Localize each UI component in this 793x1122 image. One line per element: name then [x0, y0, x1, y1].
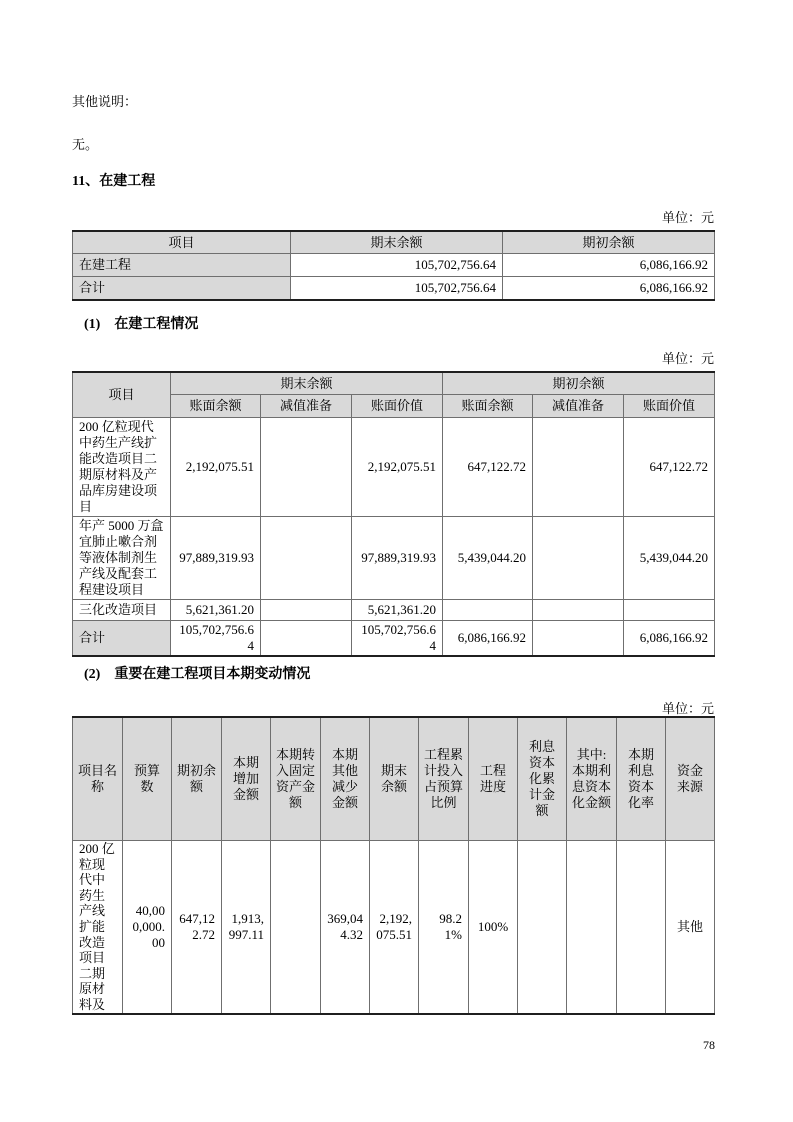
cell-value: 5,621,361.20 [171, 600, 261, 621]
cell-value: 6,086,166.92 [443, 621, 533, 657]
section-11-title: 11、在建工程 [72, 174, 156, 189]
col-header-item: 项目 [73, 372, 171, 418]
cell-beginning-balance: 647,122.72 [172, 841, 222, 1014]
table-header-row-groups [73, 372, 715, 395]
cell-value: 647,122.72 [624, 418, 715, 517]
cell-other-decrease: 369,044.32 [321, 841, 370, 1014]
table-row-project-3 [73, 600, 715, 621]
row-label: 合计 [73, 621, 171, 657]
cell-increase: 1,913,997.11 [222, 841, 271, 1014]
cell-value: 2,192,075.51 [171, 418, 261, 517]
cell-value: 5,439,044.20 [624, 517, 715, 600]
row-label: 合计 [73, 277, 291, 301]
unit-label-3: 单位：元 [661, 701, 714, 716]
table-row-total [73, 621, 715, 657]
section-2-title: (2) 重要在建工程项目本期变动情况 [84, 667, 311, 682]
sub-header-book-value: 账面价值 [352, 395, 443, 418]
cell-value [533, 621, 624, 657]
col-header-increase: 本期增加金额 [222, 717, 271, 841]
cell-value: 105,702,756.64 [352, 621, 443, 657]
sub-header-impairment: 减值准备 [533, 395, 624, 418]
cell-value [624, 600, 715, 621]
row-label: 200 亿粒现代中药生产线扩能改造项目二期原材料及产品库房建设项目 [73, 418, 171, 517]
sub-header-book-balance: 账面余额 [171, 395, 261, 418]
cell-value: 5,621,361.20 [352, 600, 443, 621]
cip-summary-table [72, 230, 715, 301]
cell-value: 5,439,044.20 [443, 517, 533, 600]
table-row [73, 254, 715, 277]
cell-value: 105,702,756.64 [171, 621, 261, 657]
cell-value: 97,889,319.93 [171, 517, 261, 600]
group-header-ending: 期末余额 [171, 372, 443, 395]
cell-progress: 100% [469, 841, 518, 1014]
table-row-total [73, 277, 715, 301]
group-header-beginning: 期初余额 [443, 372, 715, 395]
cell-value: 647,122.72 [443, 418, 533, 517]
table-row-project [73, 841, 715, 1014]
sub-header-impairment: 减值准备 [261, 395, 352, 418]
cell-value [533, 418, 624, 517]
col-header-beginning-balance: 期初余额 [172, 717, 222, 841]
cell-value: 105,702,756.64 [291, 277, 503, 301]
cell-project-name: 200 亿粒现代中药生产线扩能改造项目二期原材料及 [73, 841, 123, 1014]
cell-value [443, 600, 533, 621]
cell-value [261, 517, 352, 600]
sub-header-book-value: 账面价值 [624, 395, 715, 418]
col-header-funding-source: 资金来源 [666, 717, 715, 841]
table-row-project-2 [73, 517, 715, 600]
col-header-investment-to-budget-ratio: 工程累计投入占预算比例 [419, 717, 469, 841]
col-header-capitalized-interest-accumulated: 利息资本化累计金额 [518, 717, 567, 841]
cell-value: 2,192,075.51 [352, 418, 443, 517]
col-header-other-decrease: 本期其他减少金额 [321, 717, 370, 841]
cell-value: 105,702,756.64 [291, 254, 503, 277]
cell-budget: 40,000,000.00 [123, 841, 172, 1014]
col-header-progress: 工程进度 [469, 717, 518, 841]
row-label: 年产 5000 万盒宜肺止嗽合剂等液体制剂生产线及配套工程建设项目 [73, 517, 171, 600]
col-header-capitalized-interest-current: 其中:本期利息资本化金额 [567, 717, 617, 841]
col-header-ending-balance: 期末余额 [291, 231, 503, 254]
cell-capitalized-interest-current [567, 841, 617, 1014]
cell-capitalized-interest-accumulated [518, 841, 567, 1014]
col-header-project-name: 项目名称 [73, 717, 123, 841]
cell-value [261, 600, 352, 621]
cell-capitalization-rate [617, 841, 666, 1014]
cell-investment-to-budget-ratio: 98.21% [419, 841, 469, 1014]
cell-funding-source: 其他 [666, 841, 715, 1014]
cell-value: 6,086,166.92 [503, 277, 715, 301]
other-notes-value: 无。 [72, 137, 99, 152]
table-header-row [73, 717, 715, 841]
col-header-beginning-balance: 期初余额 [503, 231, 715, 254]
other-notes-label: 其他说明： [72, 94, 138, 109]
col-header-budget: 预算数 [123, 717, 172, 841]
sub-header-book-balance: 账面余额 [443, 395, 533, 418]
table-header-row [73, 231, 715, 254]
col-header-item: 项目 [73, 231, 291, 254]
cell-value: 6,086,166.92 [624, 621, 715, 657]
cell-ending-balance: 2,192,075.51 [370, 841, 419, 1014]
cell-value [533, 517, 624, 600]
unit-label-2: 单位：元 [661, 351, 714, 366]
unit-label-1: 单位：元 [661, 210, 714, 225]
cell-value: 97,889,319.93 [352, 517, 443, 600]
col-header-capitalization-rate: 本期利息资本化率 [617, 717, 666, 841]
cip-movement-table [72, 716, 715, 1015]
cip-detail-table [72, 371, 715, 657]
cell-value: 6,086,166.92 [503, 254, 715, 277]
section-1-title: (1) 在建工程情况 [84, 317, 199, 332]
table-row-project-1 [73, 418, 715, 517]
cell-transfer-to-fixed-assets [271, 841, 321, 1014]
col-header-transfer-to-fixed-assets: 本期转入固定资产金额 [271, 717, 321, 841]
row-label: 三化改造项目 [73, 600, 171, 621]
col-header-ending-balance: 期末余额 [370, 717, 419, 841]
cell-value [261, 621, 352, 657]
row-label: 在建工程 [73, 254, 291, 277]
cell-value [261, 418, 352, 517]
cell-value [533, 600, 624, 621]
page-number: 78 [703, 1038, 715, 1052]
